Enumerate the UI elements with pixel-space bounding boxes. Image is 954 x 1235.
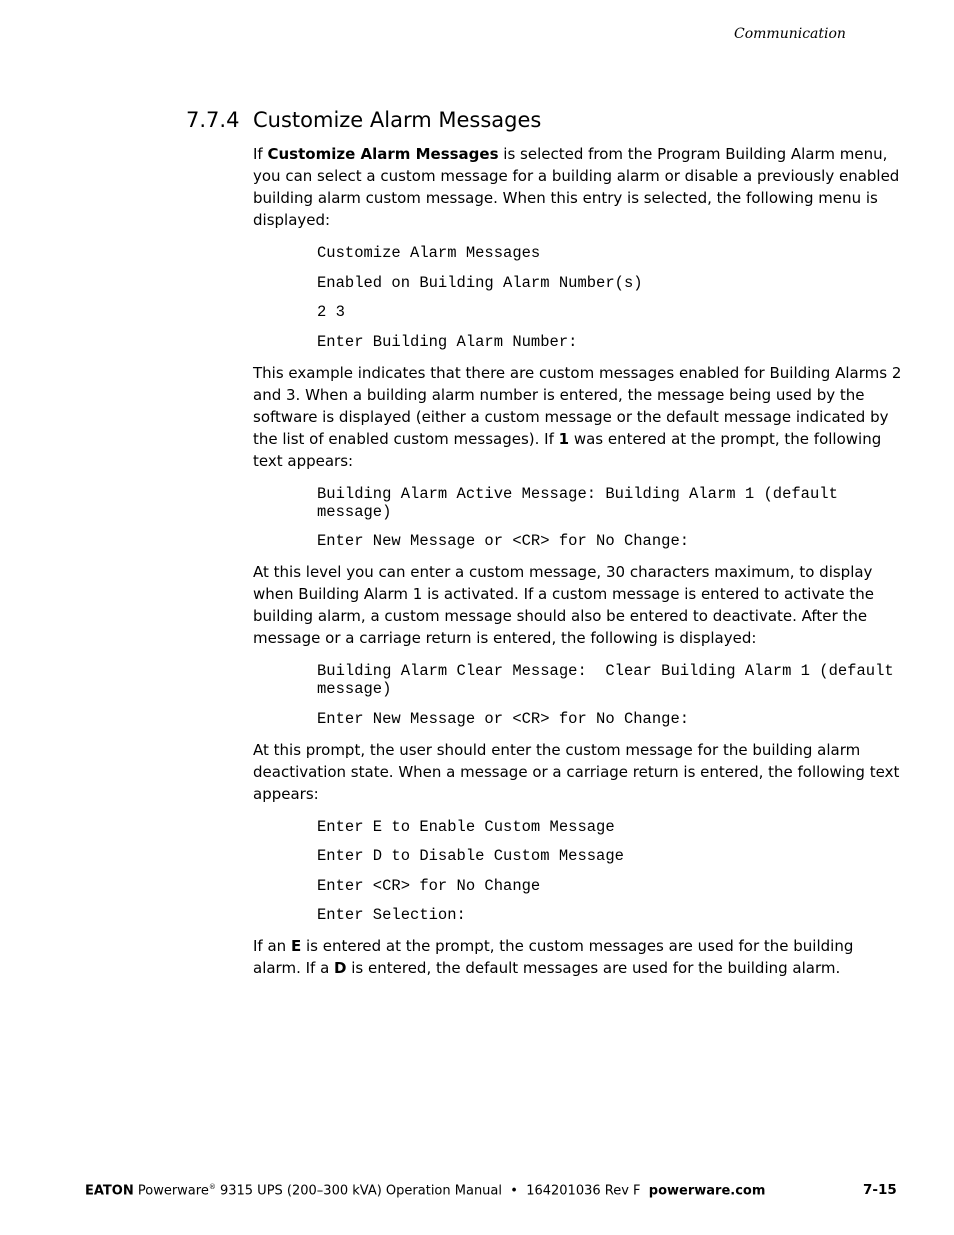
paragraph-text: This example indicates that there are custom messages enabled for Building Alarms 2 and 3. When a building alarm number is entered, the message being used by the software is displayed (either a custom message or the default message indicated by the list of enabled custom messages). If — [253, 363, 902, 448]
bold-term: E — [290, 937, 302, 955]
running-head: Communication — [734, 26, 846, 42]
code-line: 2 3 — [317, 303, 345, 321]
paragraph-custom-message: At this level you can enter a custom message, 30 characters maximum, to display when Building Alarm 1 is activated. If a custom message is entered to activate the building alarm, a custom message should also be entered to deactivate. After the message or a carriage return is entered, the following is displayed: — [253, 563, 875, 647]
paragraph-conclusion — [253, 935, 903, 979]
code-block-active-message — [317, 485, 903, 551]
footer-manual: 9315 UPS (200–300 kVA) Operation Manual • 164201036 Rev F — [215, 1183, 649, 1199]
code-line: Enter New Message or <CR> for No Change: — [317, 709, 690, 728]
paragraph-intro — [253, 143, 903, 231]
registered-mark: ® — [208, 1183, 216, 1191]
code-block-menu — [317, 244, 903, 351]
code-block-selection — [317, 818, 903, 925]
paragraph-example — [253, 362, 903, 472]
paragraph-text: If an — [253, 937, 291, 955]
code-line: Enter Selection: — [317, 906, 466, 924]
code-line: Customize Alarm Messages — [317, 244, 541, 262]
code-line: Building Alarm Clear Message: Clear Building Alarm 1 (default message) — [317, 662, 904, 698]
paragraph-text: is entered at the prompt, the custom messages are used for the building alarm. If a — [253, 937, 854, 977]
code-line: Building Alarm Active Message: Building Alarm 1 (default message) — [317, 484, 848, 521]
paragraph-deactivation: At this prompt, the user should enter the custom message for the building alarm deactivation state. When a message or a carriage return is entered, the following text appears: — [253, 740, 900, 803]
code-line: Enter <CR> for No Change — [317, 876, 541, 895]
code-line: Enter E to Enable Custom Message — [317, 817, 615, 836]
paragraph-text: was entered at the prompt, the following text appears: — [253, 429, 882, 470]
code-line: Enter Building Alarm Number: — [317, 332, 578, 351]
section-heading — [186, 108, 541, 132]
section-title: Customize Alarm Messages — [253, 108, 542, 132]
paragraph-text: is selected from the Program Building Alarm menu, you can select a custom message for a building alarm or disable a previously enabled building alarm custom message. When this entry is selected, the following menu is displayed: — [253, 145, 900, 229]
code-line: Enter D to Disable Custom Message — [317, 847, 624, 865]
main-content — [253, 143, 903, 979]
page-number: 7-15 — [863, 1182, 897, 1198]
code-line: Enabled on Building Alarm Number(s) — [317, 273, 643, 292]
footer-product: Powerware — [133, 1183, 209, 1199]
code-block-clear-message — [317, 662, 903, 728]
code-line: Enter New Message or <CR> for No Change: — [317, 532, 690, 550]
bold-term: Customize Alarm Messages — [267, 145, 499, 163]
section-number: 7.7.4 — [186, 108, 240, 132]
footer — [85, 1183, 765, 1198]
paragraph-text: If — [253, 145, 268, 163]
bold-term: 1 — [558, 429, 570, 448]
bold-term: D — [334, 959, 347, 977]
footer-website: powerware.com — [648, 1183, 766, 1199]
paragraph-text: is entered, the default messages are used for the building alarm. — [346, 959, 841, 977]
footer-brand: EATON — [85, 1183, 134, 1199]
